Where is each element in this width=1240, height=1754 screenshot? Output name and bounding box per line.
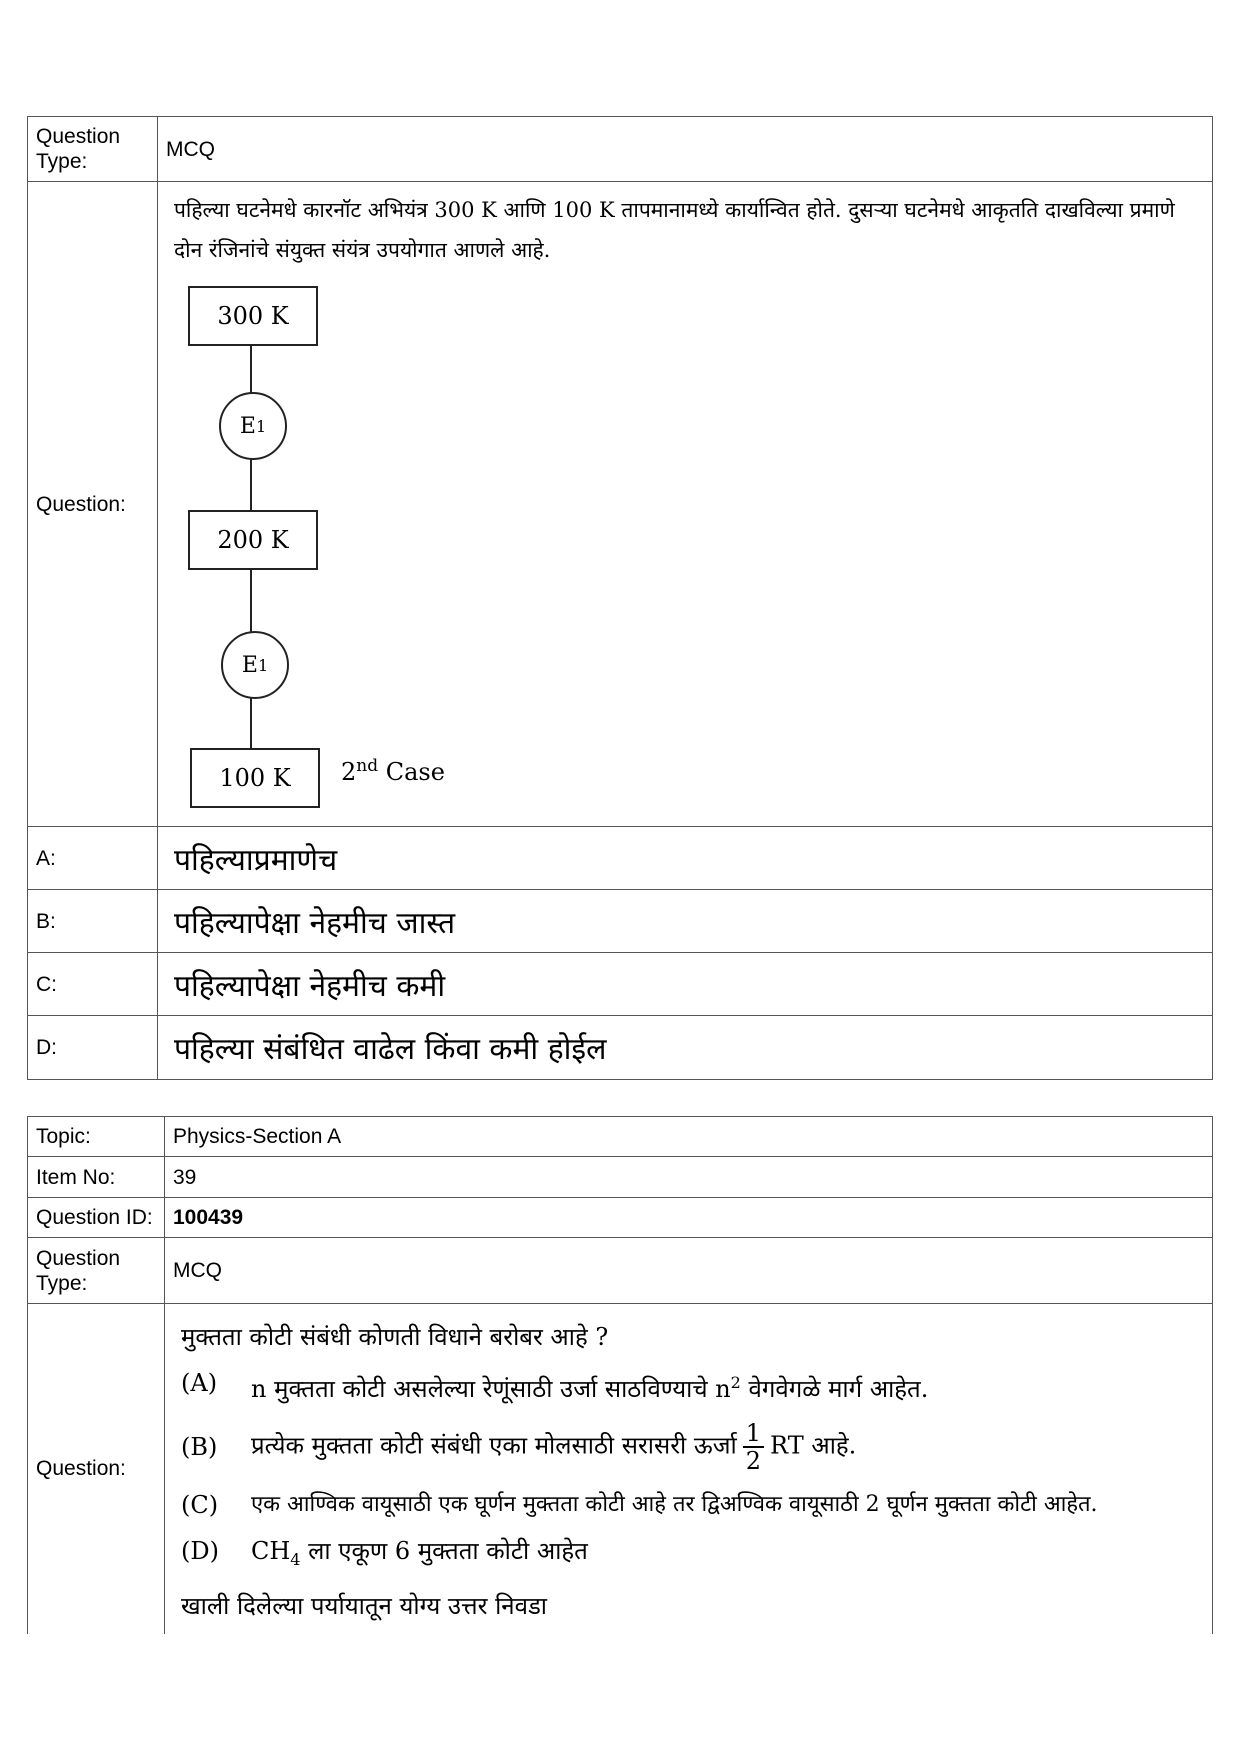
- option-c-text: पहिल्यापेक्षा नेहमीच कमी: [158, 953, 1213, 1016]
- engine-e1-bottom-sub: 1: [257, 655, 269, 675]
- engine-e1-top-sub: 1: [255, 416, 267, 436]
- question-type-label-2: Question Type:: [28, 1238, 165, 1304]
- option-a-key: A:: [28, 827, 158, 890]
- question-label-2: Question:: [28, 1304, 165, 1634]
- engine-diagram: [188, 286, 588, 826]
- topic-row: [28, 1117, 1213, 1157]
- topic-value: Physics-Section A: [165, 1117, 1213, 1157]
- question-table-2: [27, 1116, 1213, 1634]
- question-table-1: [27, 116, 1213, 1080]
- question-type-label: Question Type:: [28, 117, 158, 182]
- topic-label: Topic:: [28, 1117, 165, 1157]
- statement-d-text-2: ला एकूण 6 मुक्तता कोटी आहेत: [300, 1537, 588, 1565]
- question-type-row: [28, 117, 1213, 182]
- engine-e1-bottom: [221, 631, 289, 699]
- answer-instruction: खाली दिलेल्या पर्यायातून योग्य उत्तर निवडा: [181, 1591, 548, 1620]
- statement-a-sup: 2: [730, 1373, 741, 1392]
- question-type-row-2: [28, 1238, 1213, 1304]
- statement-d-text-1: CH: [251, 1537, 291, 1565]
- question-text: पहिल्या घटनेमधे कारनॉट अभियंत्र 300 K आणि 100 K तापमानामध्ये कार्यान्वित होते. दुसऱ्या घटनेमधे आकृतति दाखविल्या प्रमाणे दोन रंजिनांचे संयुक्त संयंत्र उपयोगात आणले आहे.: [174, 198, 1175, 262]
- statement-b-text-1: प्रत्येक मुक्तता कोटी संबंधी एका मोलसाठी सरासरी ऊर्जा: [251, 1431, 737, 1460]
- option-row-d: [28, 1016, 1213, 1080]
- statement-a-text-2: वेगवेगळे मार्ग आहेत.: [740, 1375, 929, 1403]
- option-c-key: C:: [28, 953, 158, 1016]
- statement-c: [181, 1482, 1196, 1528]
- question-row-2: [28, 1304, 1213, 1634]
- reservoir-300k: 300 K: [188, 286, 318, 346]
- statement-b: [181, 1412, 1196, 1482]
- statement-b-text: [251, 1420, 856, 1474]
- statement-list: [165, 1304, 1212, 1629]
- item-row: [28, 1157, 1213, 1198]
- question-id-label: Question ID:: [28, 1198, 165, 1238]
- reservoir-200k: 200 K: [188, 510, 318, 570]
- item-label: Item No:: [28, 1157, 165, 1198]
- case-label: [341, 756, 445, 786]
- option-a-text: पहिल्याप्रमाणेच: [158, 827, 1213, 890]
- fraction-numerator: 1: [743, 1420, 764, 1448]
- question-id-row: [28, 1198, 1213, 1238]
- fraction-denominator: 2: [745, 1447, 762, 1475]
- one-half-fraction: [743, 1420, 764, 1474]
- statement-d-sub: 4: [290, 1549, 301, 1569]
- statement-d-key: (D): [181, 1537, 219, 1565]
- option-d-key: D:: [28, 1016, 158, 1080]
- item-value: 39: [165, 1157, 1213, 1198]
- question-content: [158, 182, 1213, 827]
- option-b-text: पहिल्यापेक्षा नेहमीच जास्त: [158, 890, 1213, 953]
- statement-d-text: [251, 1528, 588, 1583]
- option-row-a: [28, 827, 1213, 890]
- option-d-text: पहिल्या संबंधित वाढेल किंवा कमी होईल: [158, 1016, 1213, 1080]
- option-b-key: B:: [28, 890, 158, 953]
- question-type-value-2: MCQ: [165, 1238, 1213, 1304]
- case-sup: nd: [356, 756, 379, 776]
- statement-a: [181, 1360, 1196, 1412]
- question-type-value: MCQ: [158, 117, 1213, 182]
- reservoir-100k: 100 K: [190, 748, 320, 808]
- question-stem: मुक्तता कोटी संबंधी कोणती विधाने बरोबर आहे ?: [181, 1323, 609, 1351]
- statement-a-text: [251, 1360, 928, 1412]
- statement-c-key: (C): [181, 1491, 219, 1519]
- engine-e1-top: [219, 392, 287, 460]
- case-text: Case: [378, 758, 445, 786]
- question-id-value: 100439: [165, 1198, 1213, 1238]
- statement-b-text-2: RT आहे.: [770, 1431, 857, 1460]
- question-content-2: [165, 1304, 1213, 1634]
- statement-d: [181, 1528, 1196, 1583]
- case-num: 2: [341, 758, 357, 786]
- engine-e1-top-label: E: [239, 413, 256, 439]
- question-label: Question:: [28, 182, 158, 827]
- statement-b-key: (B): [181, 1433, 218, 1461]
- engine-e1-bottom-label: E: [241, 652, 258, 678]
- statement-a-text-1: n मुक्तता कोटी असलेल्या रेणूंसाठी उर्जा साठविण्याचे n: [251, 1375, 731, 1403]
- option-row-b: [28, 890, 1213, 953]
- statement-c-text: एक आण्विक वायूसाठी एक घूर्णन मुक्तता कोटी आहे तर द्विअण्विक वायूसाठी 2 घूर्णन मुक्तता कोटी आहेत.: [251, 1492, 1098, 1517]
- question-row: [28, 182, 1213, 827]
- option-row-c: [28, 953, 1213, 1016]
- statement-a-key: (A): [181, 1369, 218, 1397]
